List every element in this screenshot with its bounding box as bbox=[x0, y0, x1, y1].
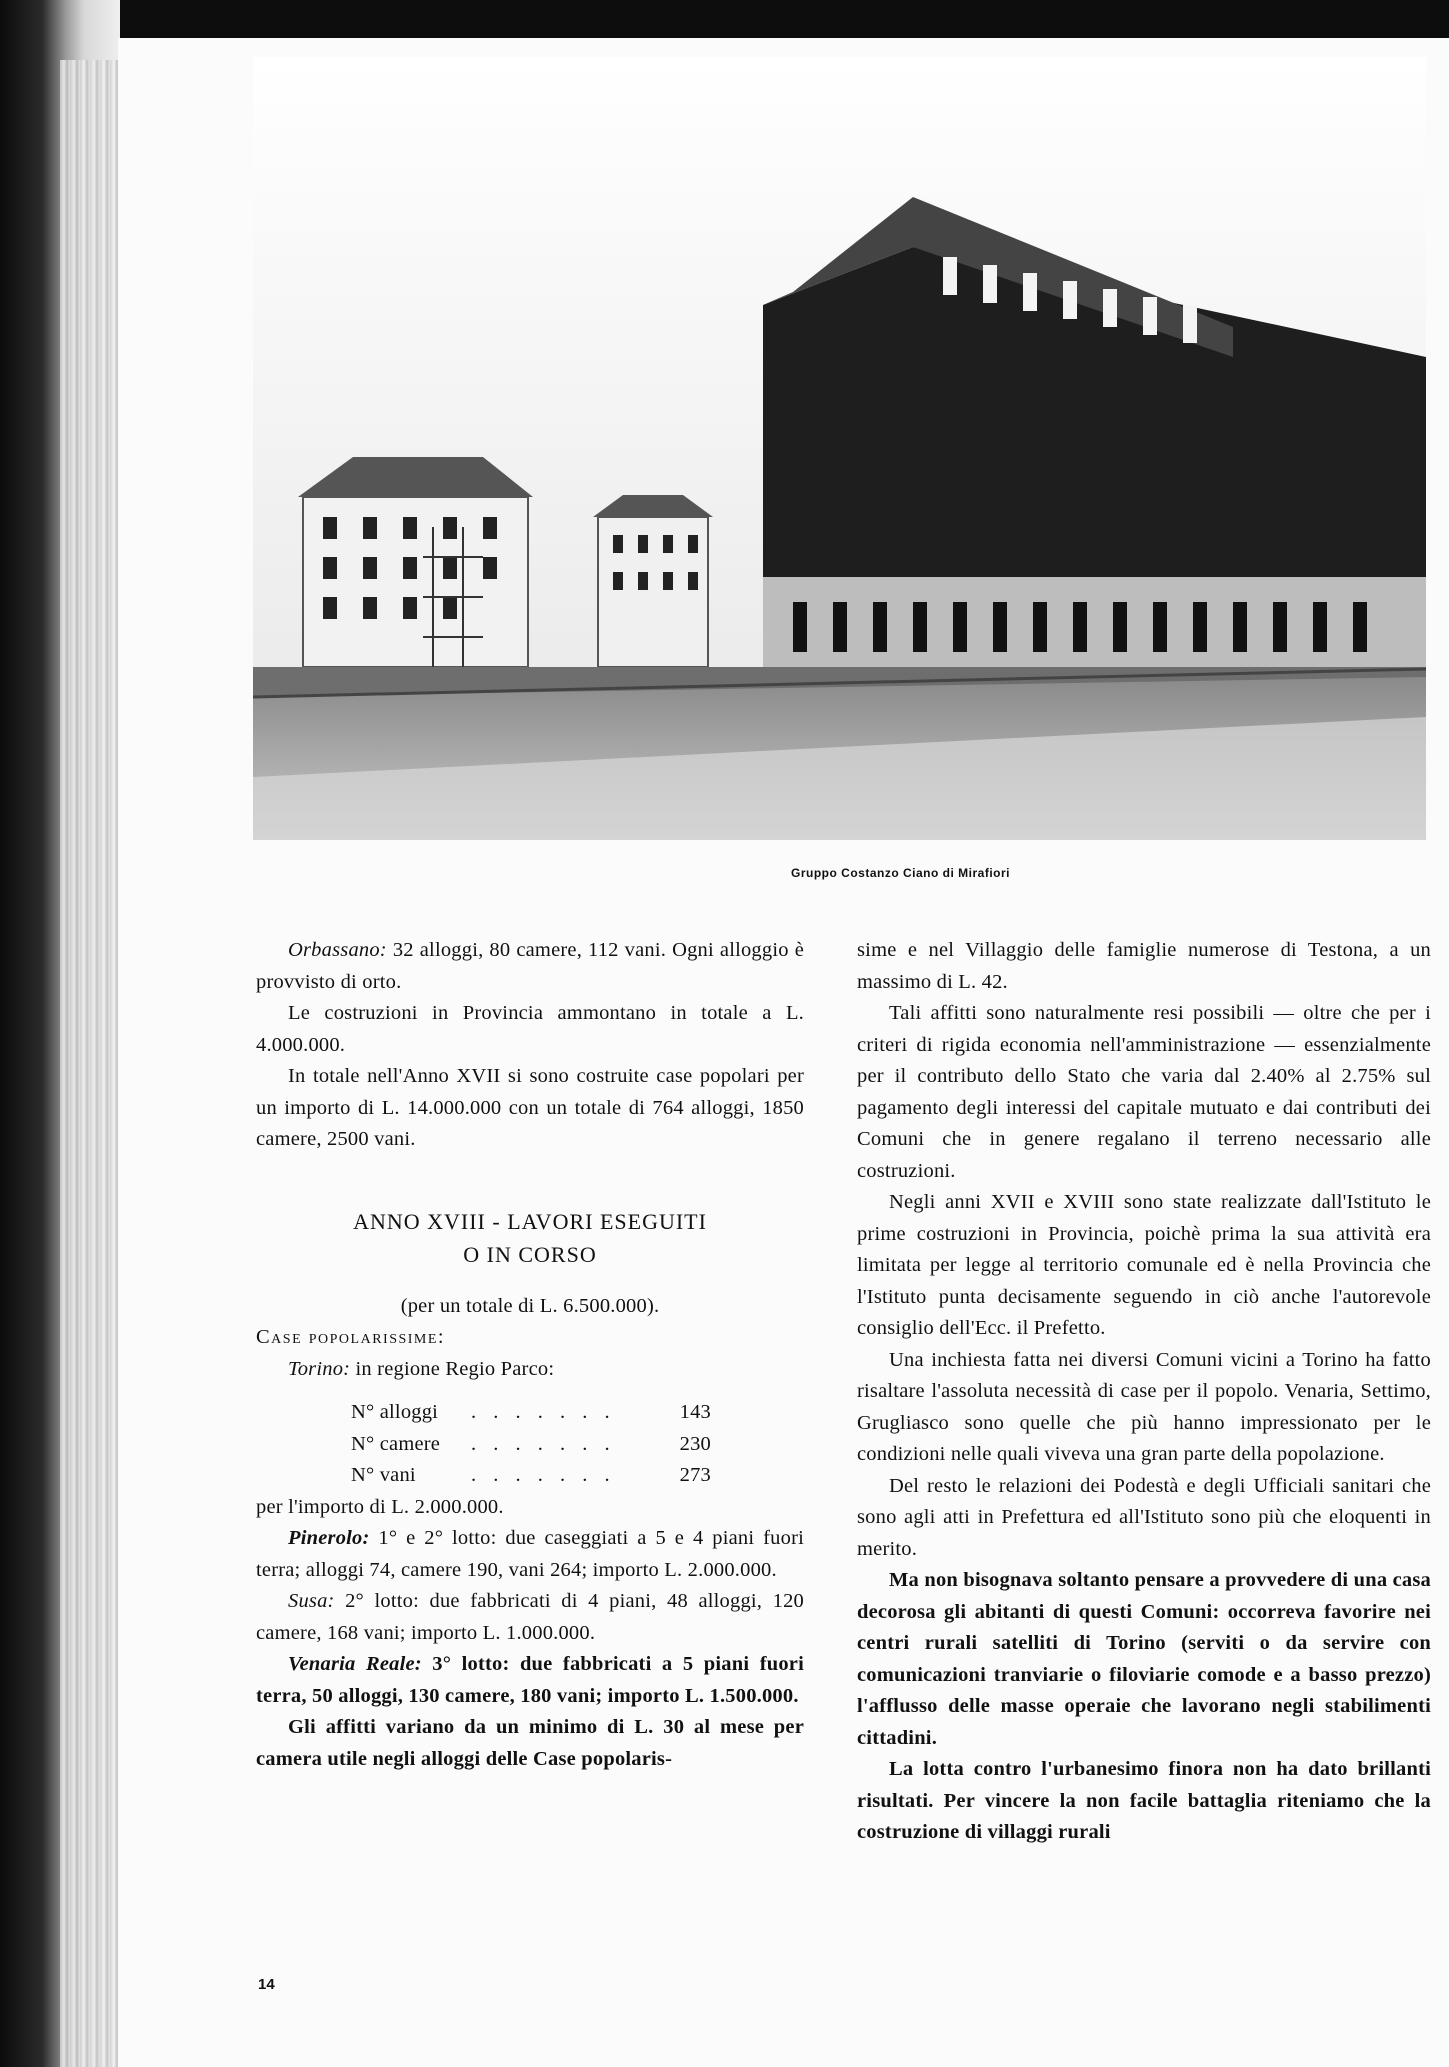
place-orbassano: Orbassano: bbox=[288, 939, 387, 961]
stat-label: N° vani bbox=[351, 1464, 416, 1486]
stat-label: N° alloggi bbox=[351, 1401, 439, 1423]
place-pinerolo: Pinerolo: bbox=[288, 1527, 370, 1549]
stat-value: 273 bbox=[679, 1464, 711, 1486]
text-venaria: 3° lotto: due fabbricati a 5 piani fuori terra, 50 alloggi, 130 camere, 180 vani; importo L. 1.500.000. bbox=[256, 1653, 804, 1707]
paragraph-year-xvii: In totale nell'Anno XVII si sono costruite case popolari per un importo di L. 14.000.000 con un totale di 764 alloggi, 1850 camere, 2500 vani. bbox=[256, 1065, 804, 1150]
paragraph-susa bbox=[256, 1586, 804, 1649]
text-pinerolo: 1° e 2° lotto: due caseggiati a 5 e 4 piani fuori terra; alloggi 74, camere 190, vani 264; importo L. 2.000.000. bbox=[256, 1527, 804, 1581]
stat-dots: . . . . . . . bbox=[471, 1401, 616, 1423]
text-torino: in regione Regio Parco: bbox=[350, 1357, 555, 1380]
left-column bbox=[256, 935, 804, 1775]
photo-illustration bbox=[253, 57, 1426, 840]
section-heading-line1: ANNO XVIII - LAVORI ESEGUITI bbox=[353, 1208, 707, 1234]
section-heading-line2: O IN CORSO bbox=[463, 1241, 597, 1267]
stat-row bbox=[351, 1460, 711, 1492]
paragraph-orbassano bbox=[256, 935, 804, 998]
scan-border-top bbox=[0, 0, 1449, 40]
paragraph-relazioni: Del resto le relazioni dei Podestà e degli Ufficiali sanitari che sono agli atti in Prefettura ed all'Istituto sono più che eloquenti in merito. bbox=[857, 1474, 1431, 1560]
place-torino: Torino: bbox=[288, 1357, 351, 1380]
paragraph-inchiesta: Una inchiesta fatta nei diversi Comuni vicini a Torino ha fatto risaltare l'assoluta necessità di case per il popolo. Venaria, Settimo, Grugliasco sono quelle che più hanno impressionato per le condizioni nelle quali viveva una gran parte della popolazione. bbox=[857, 1348, 1431, 1465]
stats-list bbox=[351, 1397, 711, 1492]
text-orbassano: 32 alloggi, 80 camere, 112 vani. Ogni alloggio è provvisto di orto. bbox=[256, 939, 804, 993]
paragraph-pinerolo bbox=[256, 1523, 804, 1586]
place-susa: Susa: bbox=[288, 1590, 335, 1612]
stat-value: 230 bbox=[679, 1432, 711, 1455]
paragraph-torino bbox=[256, 1354, 804, 1386]
stat-dots: . . . . . . . bbox=[471, 1432, 616, 1455]
photo-housing-blocks bbox=[253, 57, 1426, 840]
stat-value: 143 bbox=[679, 1401, 711, 1423]
paragraph-province-total: Le costruzioni in Provincia ammontano in totale a L. 4.000.000. bbox=[256, 1002, 804, 1056]
paragraph-affitti-possibili: Tali affitti sono naturalmente resi possibili — oltre che per i criteri di rigida economia nell'amministrazione — essenzialmente per il contributo dello Stato che varia dal 2.40% al 2.75% sul pagamento degli interessi del capitale mutuato e dai contributi dei Comuni che in genere regalano il terreno necessario alle costruzioni. bbox=[857, 1002, 1431, 1182]
page-number: 14 bbox=[258, 1976, 275, 1993]
stat-row bbox=[351, 1429, 711, 1461]
stat-dots: . . . . . . . bbox=[471, 1464, 616, 1486]
text-susa: 2° lotto: due fabbricati di 4 piani, 48 alloggi, 120 camere, 168 vani; importo L. 1.000.000. bbox=[256, 1590, 804, 1644]
paragraph-torino-cost: per l'importo di L. 2.000.000. bbox=[256, 1495, 504, 1518]
place-venaria: Venaria Reale: bbox=[288, 1653, 422, 1675]
paragraph-provvedere: Ma non bisognava soltanto pensare a provvedere di una casa decorosa gli abitanti di questi Comuni: occorreva favorire nei centri rurali satelliti di Torino (serviti o da servire con comunicazioni tranviarie o filoviarie comode e a basso prezzo) l'afflusso delle masse operaie che lavorano negli stabilimenti cittadini. bbox=[857, 1569, 1431, 1749]
paragraph-affitti: Gli affitti variano da un minimo di L. 30 al mese per camera utile negli alloggi delle Case popolaris- bbox=[256, 1716, 804, 1770]
stat-row bbox=[351, 1397, 711, 1429]
paragraph-urbanesimo: La lotta contro l'urbanesimo finora non ha dato brillanti risultati. Per vincere la non facile battaglia riteniamo che la costruzione di villaggi rurali bbox=[857, 1758, 1431, 1843]
paragraph-venaria bbox=[256, 1649, 804, 1712]
paragraph-continuation: sime e nel Villaggio delle famiglie numerose di Testona, a un massimo di L. 42. bbox=[857, 939, 1431, 993]
section-label: Case popolarissime: bbox=[256, 1326, 446, 1348]
photo-caption: Gruppo Costanzo Ciano di Mirafiori bbox=[791, 866, 1010, 880]
stat-label: N° camere bbox=[351, 1432, 441, 1455]
paragraph-anni-xvii-xviii: Negli anni XVII e XVIII sono state realizzate dall'Istituto le prime costruzioni in Provincia, poichè prima la sua attività era limitata per legge al territorio comunale ed è nella Provincia che l'Istituto punta decisamente seguendo in ciò anche l'autorevole consiglio dell'Ecc. il Prefetto. bbox=[857, 1191, 1431, 1339]
section-subheading: (per un totale di L. 6.500.000). bbox=[400, 1294, 660, 1317]
right-column bbox=[857, 935, 1431, 1849]
page-stack-edge bbox=[60, 60, 120, 2067]
